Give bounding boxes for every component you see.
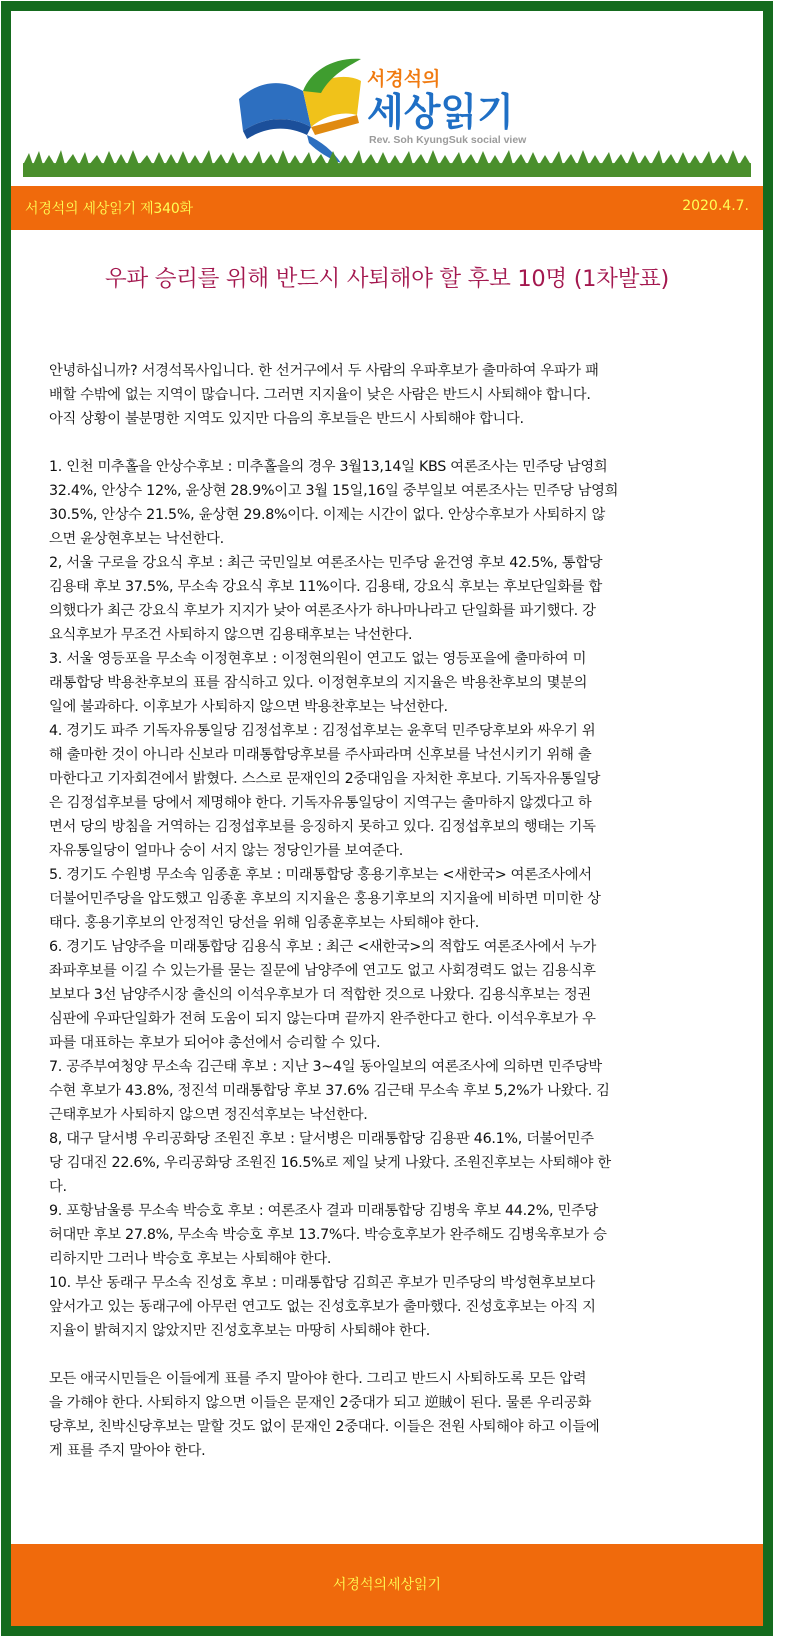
text-line: 당 김대진 22.6%, 우리공화당 조원진 16.5%로 제일 낮게 나왔다. 조원진후보는 사퇴해야 한: [49, 1155, 611, 1171]
text-line: 허대만 후보 27.8%, 무소속 박승호 후보 13.7%다. 박승호후보가 완주해도 김병욱후보가 승: [49, 1227, 607, 1243]
footer: [11, 1544, 763, 1626]
text-line: 1. 인천 미추홀을 안상수후보 : 미추홀을의 경우 3월13,14일 KBS 여론조사는 민주당 남영희: [49, 459, 608, 475]
text-line: 당후보, 친박신당후보는 말할 것도 없이 문재인 2중대다. 이들은 전원 사퇴해야 하고 이들에: [49, 1419, 600, 1435]
text-line: 앞서가고 있는 동래구에 아무런 연고도 없는 진성호후보가 출마했다. 진성호후보는 아직 지: [49, 1299, 596, 1315]
text-line: 수현 후보가 43.8%, 정진석 미래통합당 후보 37.6% 김근태 무소속 후보 5,2%가 나왔다. 김: [49, 1083, 610, 1099]
text-line: 32.4%, 안상수 12%, 윤상현 28.9%이고 3월 15일,16일 중부일보 여론조사는 민주당 남영희: [49, 483, 619, 499]
article-body: [49, 359, 739, 1463]
text-line: 을 가해야 한다. 사퇴하지 않으면 이들은 문재인 2중대가 되고 逆賊이 된다. 물론 우리공화: [49, 1395, 592, 1411]
text-line: 근태후보가 사퇴하지 않으면 정진석후보는 낙선한다.: [49, 1107, 368, 1123]
text-line: 은 김정섭후보를 당에서 제명해야 한다. 기독자유통일당이 지역구는 출마하지 않겠다고 하: [49, 795, 592, 811]
series-label: 서경석의 세상읽기 제340화: [25, 201, 193, 217]
text-line: 요식후보가 무조건 사퇴하지 않으면 김용태후보는 낙선한다.: [49, 627, 413, 643]
text-line: 해 출마한 것이 아니라 신보라 미래통합당후보를 주사파라며 신후보를 낙선시키기 위해 출: [49, 747, 592, 763]
text-line: 래통합당 박용찬후보의 표를 잠식하고 있다. 이정현후보의 지지율은 박용찬후보의 몇분의: [49, 675, 588, 691]
post-date: 2020.4.7.: [682, 198, 749, 214]
text-line: 면서 당의 방침을 거역하는 김정섭후보를 응징하지 못하고 있다. 김정섭후보의 행태는 기독: [49, 819, 596, 835]
text-line: 지율이 밝혀지지 않았지만 진성호후보는 마땅히 사퇴해야 한다.: [49, 1323, 430, 1339]
header: [11, 11, 763, 186]
text-line: 10. 부산 동래구 무소속 진성호 후보 : 미래통합당 김희곤 후보가 민주당의 박성현후보보다: [49, 1275, 595, 1291]
text-line: 30.5%, 안상수 21.5%, 윤상현 29.8%이다. 이제는 시간이 없다. 안상수후보가 사퇴하지 않: [49, 507, 605, 523]
text-line: 배할 수밖에 없는 지역이 많습니다. 그러면 지지율이 낮은 사람은 반드시 사퇴해야 합니다.: [49, 387, 591, 403]
intro-paragraph: [49, 359, 739, 431]
logo-small-text: 서경석의: [367, 68, 441, 90]
text-line: 자유통일당이 얼마나 숭이 서지 않는 정당인가를 보여준다.: [49, 843, 403, 859]
page-frame: [1, 1, 773, 1636]
text-line: 더불어민주당을 압도했고 임종훈 후보의 지지율은 홍용기후보의 지지율에 비하면 미미한 상: [49, 891, 601, 907]
text-line: 8, 대구 달서병 우리공화당 조원진 후보 : 달서병은 미래통합당 김용판 46.1%, 더불어민주: [49, 1131, 594, 1147]
text-line: 좌파후보를 이길 수 있는가를 묻는 질문에 남양주에 연고도 없고 사회경력도 없는 김용식후: [49, 963, 596, 979]
text-line: 의했다가 최근 강요식 후보가 지지가 낮아 여론조사가 하나마나라고 단일화를 파기했다. 강: [49, 603, 596, 619]
text-line: 게 표를 주지 말아야 한다.: [49, 1443, 206, 1459]
text-line: 으면 윤상현후보는 낙선한다.: [49, 531, 224, 547]
footer-text: 서경석의세상읽기: [332, 1577, 442, 1593]
candidate-list: [49, 455, 739, 1343]
text-line: 9. 포항남울릉 무소속 박승호 후보 : 여론조사 결과 미래통합당 김병욱 후보 44.2%, 민주당: [49, 1203, 598, 1219]
closing-paragraph: [49, 1367, 739, 1463]
text-line: 일에 불과하다. 이후보가 사퇴하지 않으면 박용찬후보는 낙선한다.: [49, 699, 448, 715]
text-line: 김용태 후보 37.5%, 무소속 강요식 후보 11%이다. 김용태, 강요식 후보는 후보단일화를 합: [49, 579, 603, 595]
text-line: 안녕하십니까? 서경석목사입니다. 한 선거구에서 두 사람의 우파후보가 출마하여 우파가 패: [49, 363, 599, 379]
grass-decoration: [23, 149, 751, 177]
series-banner: [11, 186, 763, 230]
text-line: 다.: [49, 1179, 67, 1195]
text-line: 7. 공주부여청양 무소속 김근태 후보 : 지난 3~4일 동아일보의 여론조사에 의하면 민주당박: [49, 1059, 602, 1075]
text-line: 마한다고 기자회견에서 밝혔다. 스스로 문재인의 2중대임을 자처한 후보다. 기독자유통일당: [49, 771, 601, 787]
text-line: 3. 서울 영등포을 무소속 이정현후보 : 이정현의원이 연고도 없는 영등포을에 출마하여 미: [49, 651, 587, 667]
text-line: 2, 서울 구로을 강요식 후보 : 최근 국민일보 여론조사는 민주당 윤건영 후보 42.5%, 통합당: [49, 555, 603, 571]
text-line: 4. 경기도 파주 기독자유통일당 김정섭후보 : 김정섭후보는 윤후덕 민주당후보와 싸우기 위: [49, 723, 596, 739]
text-line: 심판에 우파단일화가 전혀 도움이 되지 않는다며 끝까지 완주한다고 한다. 이석우후보가 우: [49, 1011, 596, 1027]
logo-large-text: 세상읽기: [367, 90, 514, 134]
text-line: 아직 상황이 불분명한 지역도 있지만 다음의 후보들은 반드시 사퇴해야 합니다.: [49, 411, 524, 427]
logo-subtitle: Rev. Soh KyungSuk social view: [369, 134, 527, 146]
text-line: 리하지만 그러나 박승호 후보는 사퇴해야 한다.: [49, 1251, 332, 1267]
text-line: 태다. 홍용기후보의 안정적인 당선을 위해 임종훈후보는 사퇴해야 한다.: [49, 915, 480, 931]
text-line: 파를 대표하는 후보가 되어야 총선에서 승리할 수 있다.: [49, 1035, 381, 1051]
book-logo-icon: [239, 59, 361, 163]
text-line: 6. 경기도 남양주을 미래통합당 김용식 후보 : 최근 <새한국>의 적합도 여론조사에서 누가: [49, 939, 596, 955]
text-line: 보보다 3선 남양주시장 출신의 이석우후보가 더 적합한 것으로 나왔다. 김용식후보는 정권: [49, 987, 591, 1003]
text-line: 모든 애국시민들은 이들에게 표를 주지 말아야 한다. 그리고 반드시 사퇴하도록 모든 압력: [49, 1371, 587, 1387]
text-line: 5. 경기도 수원병 무소속 임종훈 후보 : 미래통합당 홍용기후보는 <새한국> 여론조사에서: [49, 867, 592, 883]
article-title: 우파 승리를 위해 반드시 사퇴해야 할 후보 10명 (1차발표): [105, 266, 669, 292]
